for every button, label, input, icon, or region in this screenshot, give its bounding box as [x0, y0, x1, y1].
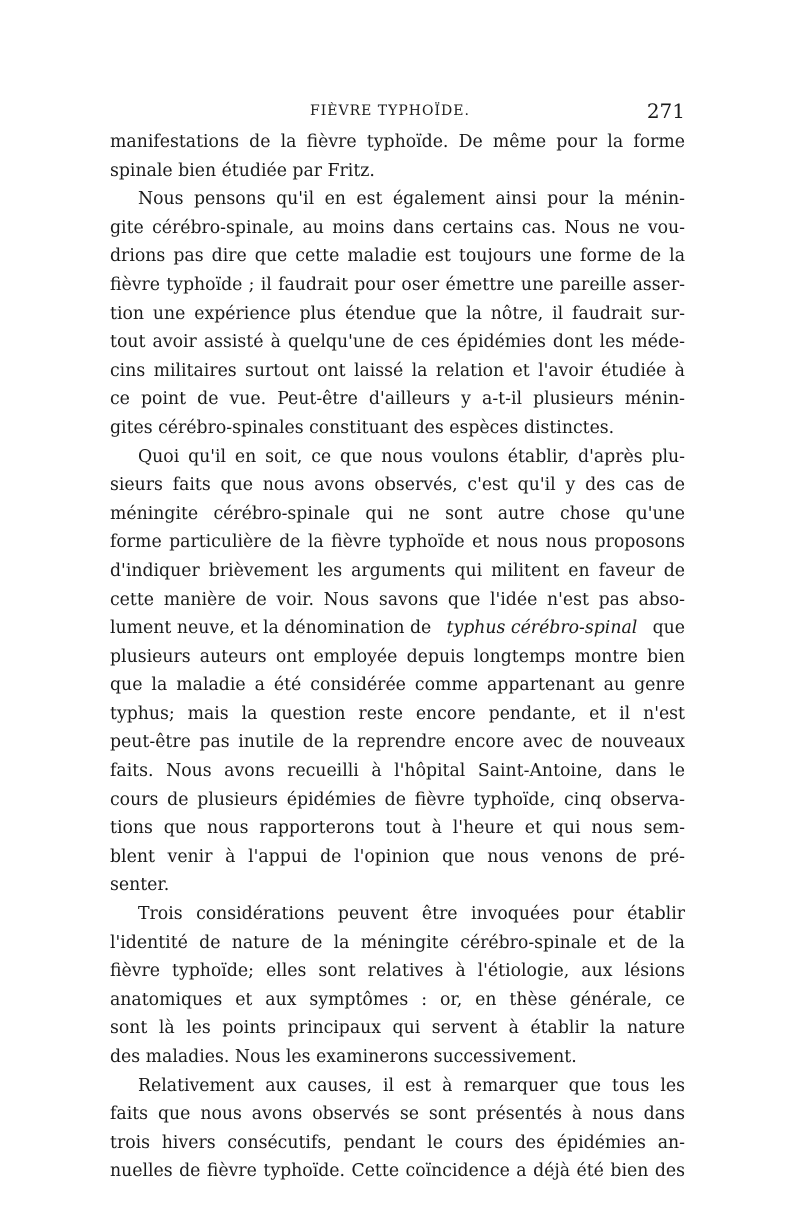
page-number: 271 — [646, 99, 685, 123]
paragraph — [110, 1072, 685, 1186]
text-line: cins militaires surtout ont laissé la relation et l'avoir étudiée à — [110, 360, 685, 381]
paragraph — [110, 900, 685, 1072]
text-line: plusieurs auteurs ont employée depuis longtemps montre bien — [110, 646, 685, 667]
text-line: gites cérébro-spinales constituant des espèces distinctes. — [110, 417, 615, 438]
italic-term: typhus cérébro-spinal — [446, 618, 638, 639]
text-line: que la maladie a été considérée comme appartenant au genre — [110, 675, 685, 696]
running-title: FIÈVRE TYPHOÏDE. — [310, 103, 470, 119]
text-line: senter. — [110, 875, 170, 896]
paragraph — [110, 185, 685, 442]
paragraph — [110, 128, 685, 185]
text-line: gite cérébro-spinale, au moins dans certains cas. Nous ne vou- — [110, 217, 685, 238]
text-line: faits que nous avons observés se sont présentés à nous dans — [110, 1104, 685, 1125]
text-line: Nous pensons qu'il en est également ainsi pour la ménin- — [138, 189, 685, 210]
text-line: typhus; mais la question reste encore pendante, et il n'est — [110, 703, 685, 724]
text-line: tions que nous rapporterons tout à l'heure et qui nous sem- — [110, 818, 685, 839]
text-line: des maladies. Nous les examinerons successivement. — [110, 1047, 577, 1067]
text-line: nuelles de fièvre typhoïde. Cette coïncidence a déjà été bien des — [110, 1161, 685, 1182]
text-line: trois hivers consécutifs, pendant le cours des épidémies an- — [110, 1132, 685, 1153]
text-line: Relativement aux causes, il est à remarquer que tous les — [138, 1075, 685, 1096]
text-line: fièvre typhoïde ; il faudrait pour oser émettre une pareille asser- — [110, 274, 685, 295]
text-line: méningite cérébro-spinale qui ne sont autre chose qu'une — [110, 503, 685, 524]
text-line: Trois considérations peuvent être invoquées pour établir — [138, 904, 685, 925]
text-line: cours de plusieurs épidémies de fièvre typhoïde, cinq observa- — [110, 789, 685, 810]
text-line: fièvre typhoïde; elles sont relatives à l'étiologie, aux lésions — [110, 961, 685, 982]
text-line: forme particulière de la fièvre typhoïde et nous nous proposons — [110, 532, 685, 553]
text-line: cette manière de voir. Nous savons que l'idée n'est pas abso- — [110, 589, 685, 610]
text-line: blent venir à l'appui de l'opinion que nous venons de pré- — [110, 846, 685, 867]
text-line: peut-être pas inutile de la reprendre encore avec de nouveaux — [110, 732, 685, 753]
running-head — [110, 98, 685, 124]
text-line: sont là les points principaux qui servent à établir la nature — [110, 1018, 685, 1039]
text-line: Quoi qu'il en soit, ce que nous voulons établir, d'après plu- — [138, 446, 685, 467]
text-line: manifestations de la fièvre typhoïde. De même pour la forme — [110, 132, 685, 152]
paragraph — [110, 443, 685, 901]
text-line: tout avoir assisté à quelqu'une de ces épidémies dont les méde- — [110, 332, 685, 353]
text-line: ce point de vue. Peut-être d'ailleurs y a-t-il plusieurs ménin- — [110, 389, 685, 410]
body-text — [110, 128, 685, 1186]
text-line: drions pas dire que cette maladie est toujours une forme de la — [110, 246, 685, 267]
text-line: d'indiquer brièvement les arguments qui militent en faveur de — [110, 560, 685, 581]
text-line: sieurs faits que nous avons observés, c'est qu'il y des cas de — [110, 475, 685, 496]
text-line: spinale bien étudiée par Fritz. — [110, 160, 375, 181]
line-end: que — [652, 618, 685, 639]
text-line: faits. Nous avons recueilli à l'hôpital Saint-Antoine, dans le — [110, 761, 685, 782]
text-line: anatomiques et aux symptômes : or, en thèse générale, ce — [110, 989, 685, 1010]
text-line: l'identité de nature de la méningite cérébro-spinale et de la — [110, 932, 685, 953]
line-start: lument neuve, et la dénomination de — [110, 618, 432, 639]
text-line — [110, 614, 685, 643]
text-line: tion une expérience plus étendue que la nôtre, il faudrait sur- — [110, 303, 685, 324]
